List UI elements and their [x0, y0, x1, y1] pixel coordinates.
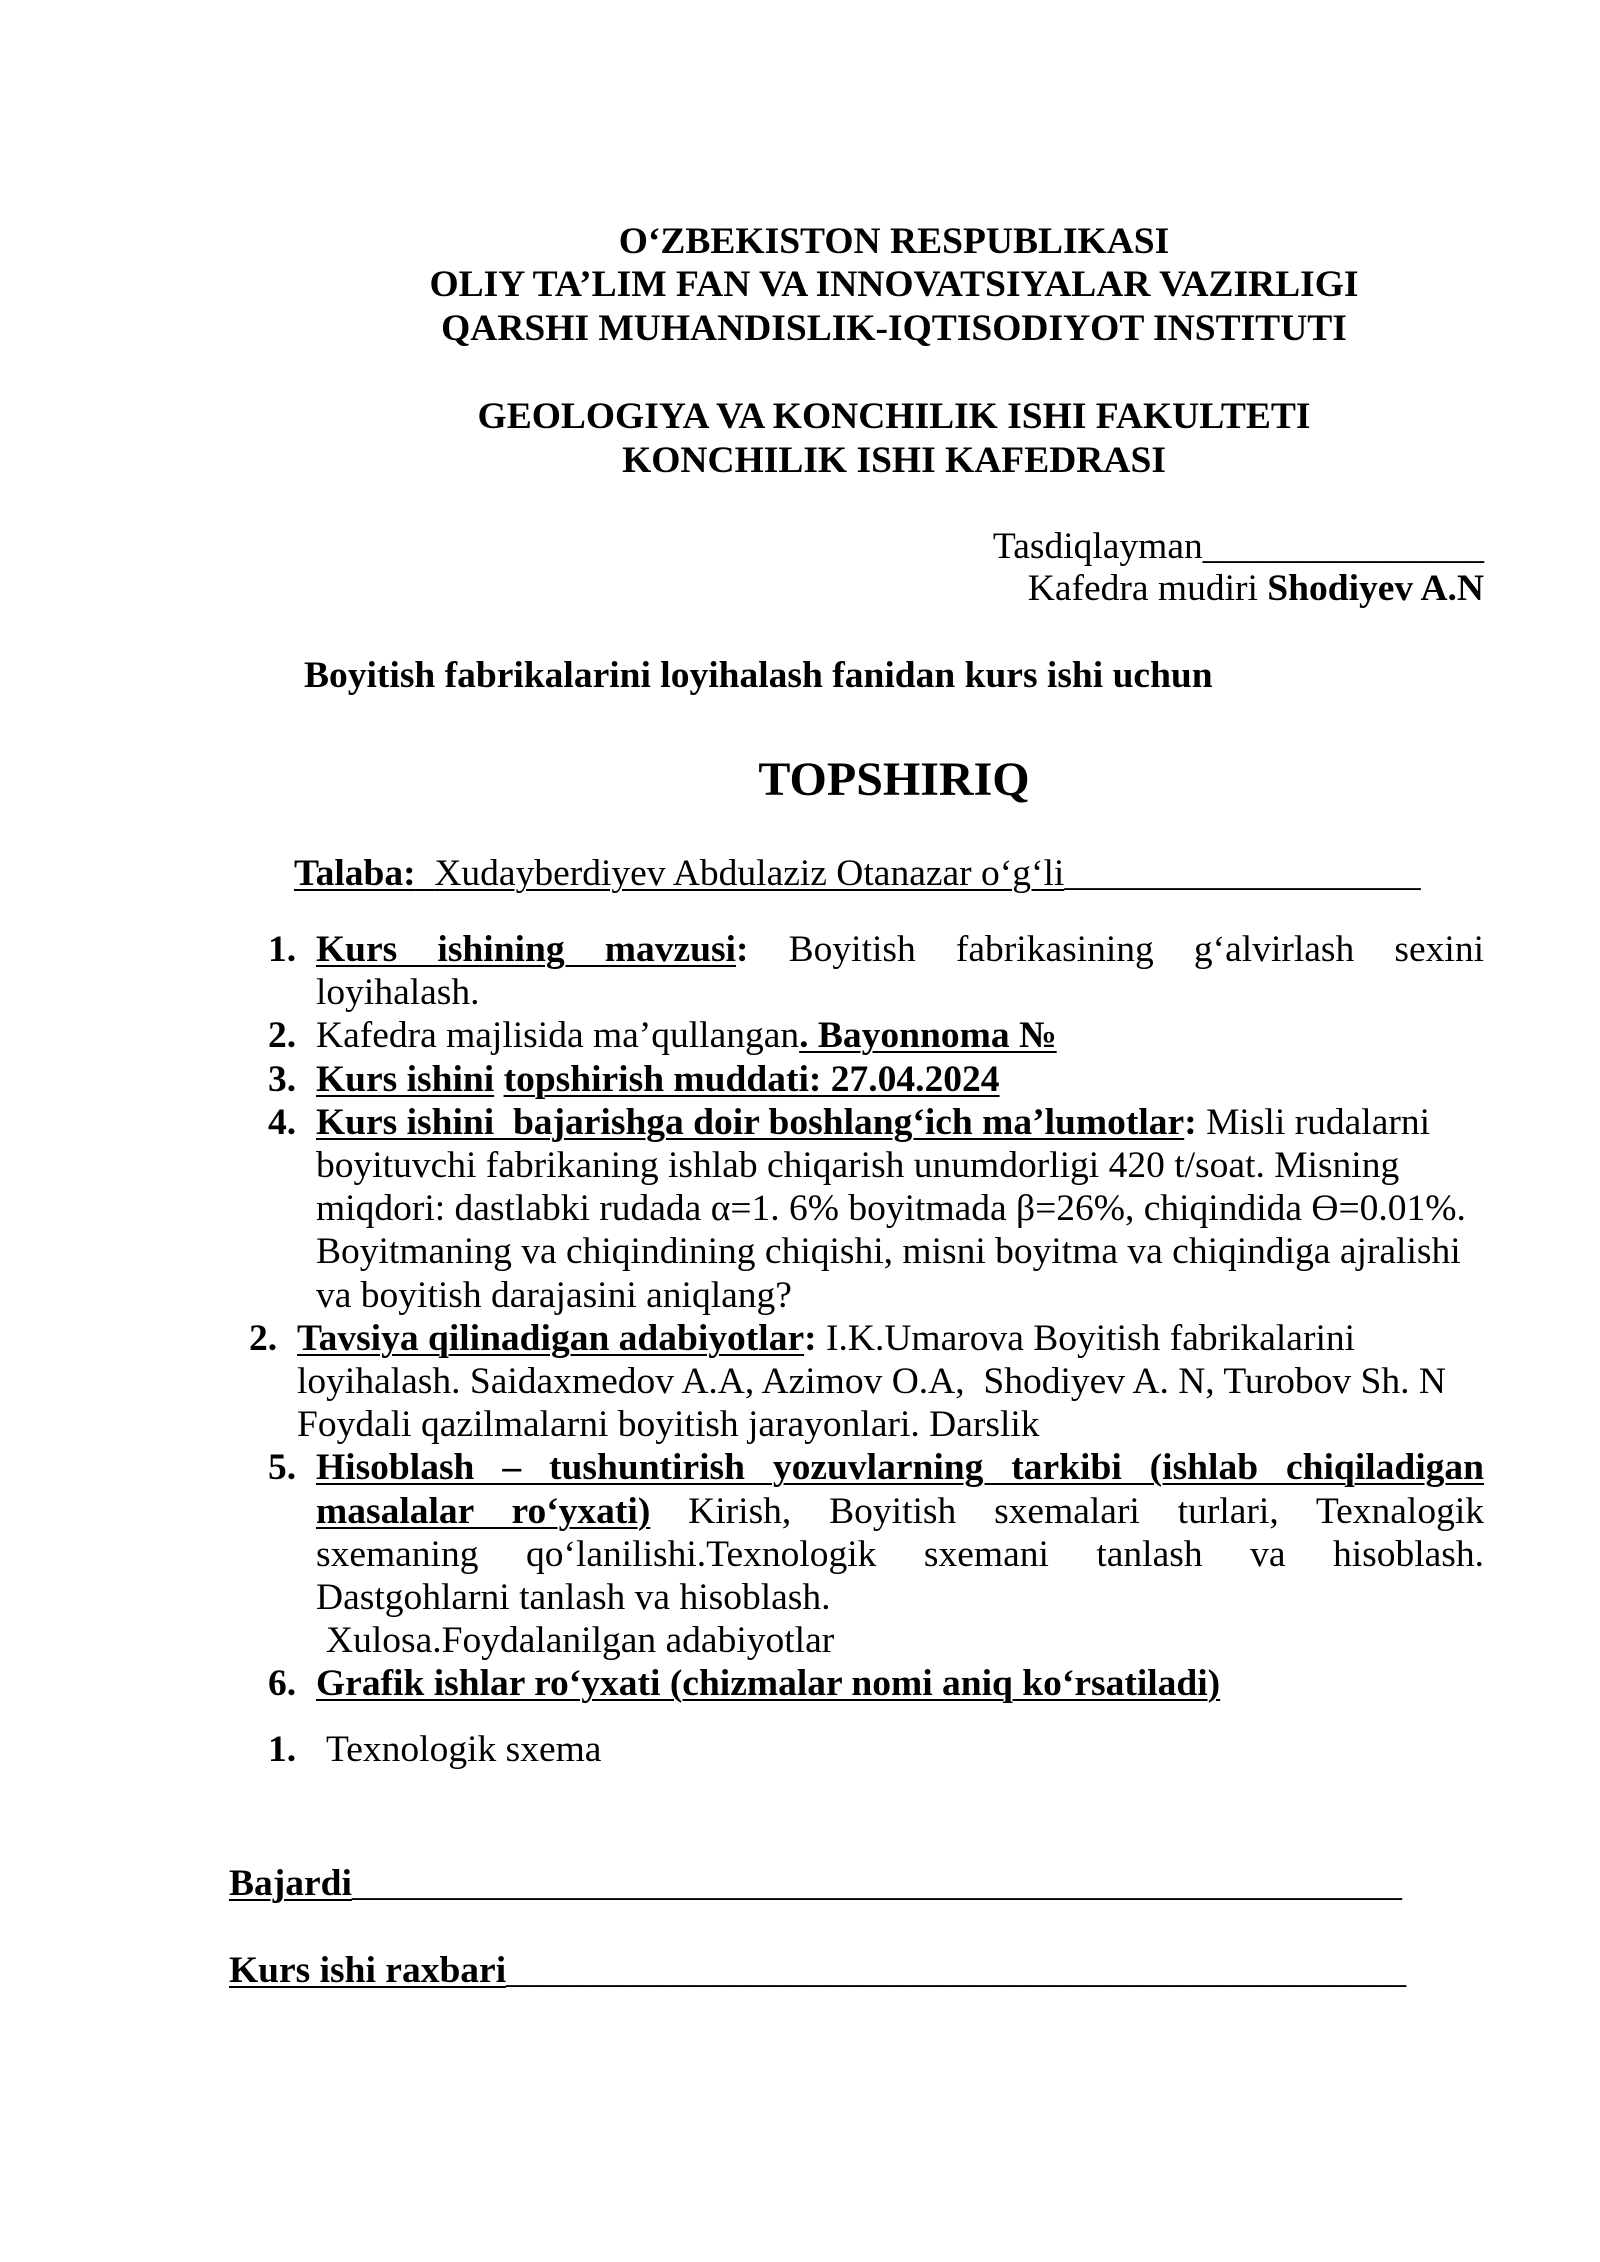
item-number: 2. [268, 1015, 297, 1056]
student-label: Talaba: [294, 853, 416, 894]
signature-blank: ________________________________________________ [506, 1950, 1407, 1991]
item-initial-data-line [316, 1101, 1430, 1144]
item-contents-label: Hisoblash – tushuntirish yozuvlarning tarkibi (ishlab chiqiladigan [316, 1447, 1484, 1488]
header-institute: QARSHI MUHANDISLIK-IQTISODIYOT INSTITUTI [441, 308, 1347, 349]
item-topic-colon: : [735, 929, 749, 970]
header-ministry: OLIY TA’LIM FAN VA INNOVATSIYALAR VAZIRLIGI [429, 264, 1359, 305]
item-drawings-label: Grafik ishlar ro‘yxati (chizmalar nomi aniq ko‘rsatiladi) [316, 1663, 1221, 1704]
item-approval-line [316, 1014, 1057, 1057]
signature-label: Kurs ishi raxbari [229, 1950, 507, 1991]
item-contents-text: Xulosa.Foydalanilgan adabiyotlar [326, 1620, 835, 1661]
item-initial-data-text: boyituvchi fabrikaning ishlab chiqarish unumdorligi 420 t/soat. Misning [316, 1145, 1400, 1186]
item-deadline-line [316, 1058, 1000, 1101]
course-subtitle: Boyitish fabrikalarini loyihalash fanidan kurs ishi uchun [304, 655, 1213, 696]
item-contents-label: masalalar ro‘yxati) [316, 1491, 651, 1532]
item-contents-text: sxemaning qo‘lanilishi.Texnologik sxemani tanlash va hisoblash. [316, 1534, 1484, 1575]
drawing-number: 1. [268, 1729, 297, 1770]
item-number: 5. [268, 1447, 297, 1488]
item-topic-text: Boyitish fabrikasining g‘alvirlash sexini [788, 929, 1485, 970]
item-initial-data-label: Kurs ishini bajarishga doir boshlang‘ich ma’lumotlar [316, 1102, 1185, 1143]
signature-line-performer [229, 1862, 1402, 1905]
item-initial-data-colon: : [1184, 1102, 1197, 1143]
item-initial-data-text: Misli rudalarni [1206, 1102, 1430, 1143]
item-number: 2. [249, 1318, 278, 1359]
item-contents-line [316, 1490, 1484, 1533]
item-deadline-date: topshirish muddati: 27.04.2024 [503, 1059, 1000, 1100]
approver-name: Shodiyev A.N [1267, 568, 1484, 609]
approval-signature-blank: _______________ [1202, 526, 1484, 567]
item-approval-text: Kafedra majlisida ma’qullangan [316, 1015, 800, 1056]
student-line [294, 852, 1421, 895]
signature-label: Bajardi [229, 1863, 352, 1904]
item-deadline-label: Kurs ishini [316, 1059, 495, 1100]
student-name: Xudayberdiyev Abdulaziz Otanazar o‘g‘li [434, 853, 1065, 894]
item-literature-text: I.K.Umarova Boyitish fabrikalarini [826, 1318, 1356, 1359]
item-initial-data-text: miqdori: dastlabki rudada α=1. 6% boyitmada β=26%, chiqindida Ɵ=0.01%. [316, 1188, 1466, 1229]
item-initial-data-text: va boyitish darajasini aniqlang? [316, 1275, 792, 1316]
header-faculty: GEOLOGIYA VA KONCHILIK ISHI FAKULTETI [477, 396, 1311, 437]
item-literature-text: loyihalash. Saidaxmedov A.A, Azimov O.A, Shodiyev A. N, Turobov Sh. N [297, 1361, 1446, 1402]
item-number: 3. [268, 1059, 297, 1100]
item-number: 1. [268, 929, 297, 970]
drawing-title: Texnologik sxema [326, 1729, 602, 1770]
approver-position: Kafedra mudiri [1027, 568, 1258, 609]
item-number: 4. [268, 1102, 297, 1143]
item-literature-line [297, 1317, 1355, 1360]
student-blank: ___________________ [1064, 853, 1421, 894]
header-department: KONCHILIK ISHI KAFEDRASI [622, 440, 1166, 481]
item-topic-text-continued: loyihalash. [316, 972, 480, 1013]
item-contents-text: Kirish, Boyitish sxemalari turlari, Texnalogik [688, 1491, 1485, 1532]
approver-line [1028, 567, 1484, 610]
item-contents-text: Dastgohlarni tanlash va hisoblash. [316, 1577, 831, 1618]
signature-blank: ________________________________________________________ [351, 1863, 1402, 1904]
approval-line [993, 525, 1484, 568]
signature-line-supervisor [229, 1949, 1406, 1992]
item-literature-colon: : [804, 1318, 817, 1359]
item-topic-line [316, 928, 1484, 971]
item-protocol-label: . Bayonnoma № [799, 1015, 1057, 1056]
item-literature-text: Foydali qazilmalarni boyitish jarayonlari. Darslik [297, 1404, 1040, 1445]
header-country: O‘ZBEKISTON RESPUBLIKASI [618, 221, 1170, 262]
item-initial-data-text: Boyitmaning va chiqindining chiqishi, misni boyitma va chiqindiga ajralishi [316, 1231, 1461, 1272]
document-title: TOPSHIRIQ [758, 753, 1030, 806]
item-literature-label: Tavsiya qilinadigan adabiyotlar [297, 1318, 805, 1359]
student-gap [416, 853, 435, 894]
item-topic-label: Kurs ishining mavzusi [316, 929, 736, 970]
item-number: 6. [268, 1663, 297, 1704]
approval-label: Tasdiqlayman [992, 526, 1203, 567]
